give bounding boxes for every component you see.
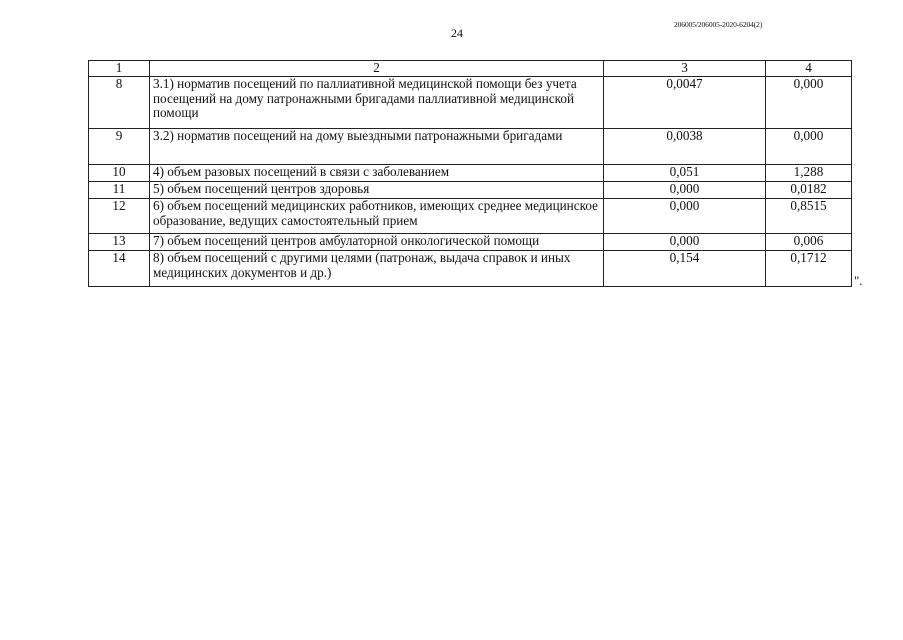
row-value-col3: 0,0047	[604, 77, 766, 129]
column-header: 4	[766, 61, 852, 77]
table-row	[89, 234, 852, 251]
column-header: 1	[89, 61, 150, 77]
row-description: 3.2) норматив посещений на дому выездными патронажными бригадами	[150, 129, 604, 165]
table-row	[89, 129, 852, 165]
column-header: 3	[604, 61, 766, 77]
row-description: 3.1) норматив посещений по паллиативной медицинской помощи без учета посещений на дому патронажными бригадами паллиативной медицинской помощи	[150, 77, 604, 129]
table-row	[89, 199, 852, 234]
row-number: 14	[89, 251, 150, 287]
row-value-col4: 0,000	[766, 129, 852, 165]
table-row	[89, 165, 852, 182]
row-value-col3: 0,000	[604, 234, 766, 251]
row-number: 10	[89, 165, 150, 182]
row-value-col4: 0,1712	[766, 251, 852, 287]
column-header: 2	[150, 61, 604, 77]
row-value-col3: 0,000	[604, 199, 766, 234]
row-value-col4: 0,0182	[766, 182, 852, 199]
row-value-col3: 0,051	[604, 165, 766, 182]
row-value-col3: 0,0038	[604, 129, 766, 165]
page-number: 24	[451, 26, 463, 40]
table-row	[89, 182, 852, 199]
row-value-col4: 0,006	[766, 234, 852, 251]
row-number: 12	[89, 199, 150, 234]
row-value-col4: 0,8515	[766, 199, 852, 234]
data-table	[88, 60, 852, 287]
row-description: 4) объем разовых посещений в связи с заболеванием	[150, 165, 604, 182]
row-value-col4: 1,288	[766, 165, 852, 182]
table-row	[89, 251, 852, 287]
document-code: 206005/206005-2020-6204(2)	[674, 20, 763, 29]
row-number: 11	[89, 182, 150, 199]
row-number: 13	[89, 234, 150, 251]
row-description: 8) объем посещений с другими целями (патронаж, выдача справок и иных медицинских документов и др.)	[150, 251, 604, 287]
row-value-col3: 0,000	[604, 182, 766, 199]
row-number: 9	[89, 129, 150, 165]
table-row	[89, 77, 852, 129]
row-number: 8	[89, 77, 150, 129]
closing-quote: ".	[854, 273, 863, 288]
row-description: 7) объем посещений центров амбулаторной онкологической помощи	[150, 234, 604, 251]
row-description: 6) объем посещений медицинских работников, имеющих среднее медицинское образование, ведущих самостоятельный прием	[150, 199, 604, 234]
row-description: 5) объем посещений центров здоровья	[150, 182, 604, 199]
row-value-col3: 0,154	[604, 251, 766, 287]
row-value-col4: 0,000	[766, 77, 852, 129]
table-header-row	[89, 61, 852, 77]
